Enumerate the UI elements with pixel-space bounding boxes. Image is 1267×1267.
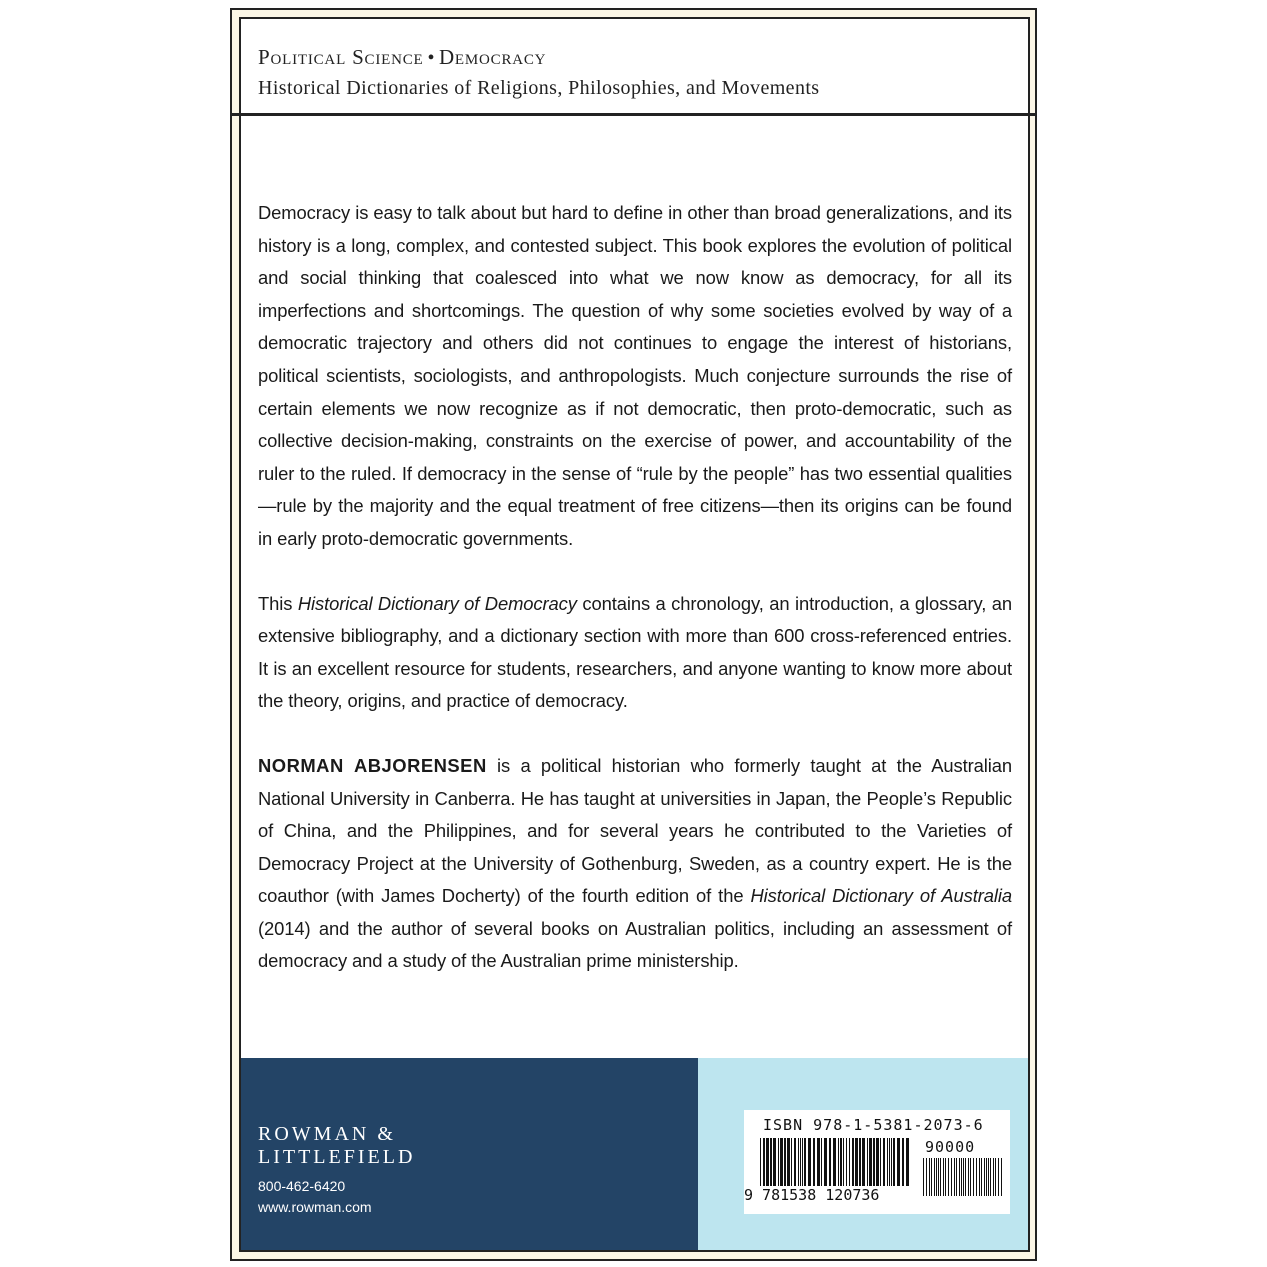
barcode-bar [965, 1158, 966, 1196]
barcode-bar [833, 1138, 836, 1186]
barcode-bar [867, 1138, 868, 1186]
barcode-bar [804, 1138, 806, 1186]
barcode-bar [778, 1138, 779, 1186]
barcode-bar [993, 1158, 994, 1196]
barcode-bar [959, 1158, 960, 1196]
barcode-ean-digits: 9 781538 120736 [744, 1186, 880, 1204]
barcode-bar [887, 1138, 888, 1186]
barcode-bar [986, 1158, 987, 1196]
author-name: NORMAN ABJORENSEN [258, 754, 487, 776]
barcode-bar [990, 1158, 991, 1196]
barcode-bar [869, 1138, 872, 1186]
barcode-bar [976, 1158, 977, 1196]
barcode-addon-bars [923, 1158, 1003, 1198]
author-bio-tail: (2014) and the author of several books on Australian politics, including an assessment of democracy and a study of the Australian prime ministership. [258, 917, 1012, 972]
barcode-bar [963, 1158, 964, 1196]
barcode-bar [968, 1158, 969, 1196]
paragraph-2-intro: This [258, 592, 298, 614]
author-bio-text: is a political historian who formerly taught at the Australian National University in Canberra. He has taught at universities in Japan, the People’s Republic of China, and the Philippines, and for several years he contributed to the Varieties of Democracy Project at the University of Gothenburg, Sweden, as a country expert. He is the coauthor (with James Docherty) of the fourth edition of the [258, 754, 1012, 907]
barcode-bar [787, 1138, 790, 1186]
barcode-bar [780, 1138, 783, 1186]
barcode-bar [862, 1138, 865, 1186]
barcode-bar [852, 1138, 854, 1186]
barcode-bar [981, 1158, 982, 1196]
barcode-bar [821, 1138, 822, 1186]
barcode-bar [859, 1138, 861, 1186]
barcode-bar [784, 1138, 786, 1186]
barcode-bar [1001, 1158, 1002, 1196]
barcode-bar [889, 1138, 890, 1186]
barcode-bar [824, 1138, 827, 1186]
barcode-bar [773, 1138, 776, 1186]
barcode-bar [794, 1138, 796, 1186]
barcode-bar [760, 1138, 761, 1186]
barcode-bar [802, 1138, 803, 1186]
barcode-bar [766, 1138, 769, 1186]
barcode-bar [943, 1158, 944, 1196]
header-divider [230, 113, 1037, 116]
barcode-bar [846, 1138, 847, 1186]
barcode-bar [829, 1138, 831, 1186]
subject-bullet: • [427, 47, 435, 69]
barcode-bar [893, 1138, 895, 1186]
barcode-bar [926, 1158, 927, 1196]
book-title: Historical Dictionary of Democracy [297, 592, 577, 614]
barcode-bar [763, 1138, 765, 1186]
publisher-name-line-1: ROWMAN & [258, 1123, 396, 1145]
author-bio [258, 750, 1012, 978]
back-cover-text [258, 197, 1012, 1010]
subject-line [258, 42, 1018, 73]
barcode-bar [798, 1138, 799, 1186]
subject-secondary: Democracy [438, 45, 547, 69]
barcode-bar [855, 1138, 858, 1186]
barcode-bar [973, 1158, 974, 1196]
barcode-bar [970, 1158, 971, 1196]
barcode-bar [945, 1158, 946, 1196]
publisher-phone: 800-462-6420 [258, 1178, 346, 1194]
barcode-bar [931, 1158, 932, 1196]
barcode-bar [938, 1158, 939, 1196]
barcode-bar [891, 1138, 892, 1186]
description-paragraph-2 [258, 588, 1012, 718]
publisher-name-line-2: LITTLEFIELD [258, 1146, 416, 1168]
description-paragraph-1: Democracy is easy to talk about but hard to define in other than broad generalizations, and its history is a long, complex, and contested subject. This book explores the evolution of political and social thinking that coalesced into what we now know as democracy, for all its imperfections and shortcomings. The question of why some societies evolved by way of a democratic trajectory and others did not continues to engage the interest of historians, political scientists, sociologists, and anthropologists. Much conjecture surrounds the rise of certain elements we now recognize as if not democratic, then proto-democratic, such as collective decision-making, constraints on the exercise of power, and accountability of the ruler to the ruled. If democracy in the sense of “rule by the people” has two essential qualities—rule by the majority and the equal treatment of free citizens—then its origins can be found in early proto-democratic governments. [258, 202, 1012, 549]
barcode-bar [956, 1158, 957, 1196]
barcode-bar [838, 1138, 839, 1186]
barcode-bar [897, 1138, 900, 1186]
barcode-bar [995, 1158, 996, 1196]
barcode-bar [770, 1138, 772, 1186]
series-header [258, 42, 1018, 103]
barcode-addon-digits: 90000 [925, 1138, 976, 1156]
barcode-bar [906, 1138, 909, 1186]
barcode-bar [849, 1138, 850, 1186]
barcode-bar [817, 1138, 820, 1186]
barcode-bar [929, 1158, 930, 1196]
barcode-bar [948, 1158, 949, 1196]
barcode-bar [843, 1138, 844, 1186]
barcode-bar [936, 1158, 937, 1196]
subject-primary: Political Science [258, 45, 424, 69]
barcode-bar [880, 1138, 881, 1186]
author-prior-book-title: Historical Dictionary of Australia [750, 885, 1013, 907]
isbn-label: ISBN 978-1-5381-2073-6 [763, 1116, 984, 1134]
barcode-main-bars [760, 1138, 910, 1188]
barcode-bar [902, 1138, 904, 1186]
barcode-bar [961, 1158, 962, 1196]
barcode-bar [883, 1138, 885, 1186]
barcode-bar [951, 1158, 952, 1196]
barcode-bar [873, 1138, 875, 1186]
barcode-bar [988, 1158, 989, 1196]
barcode-bar [800, 1138, 801, 1186]
series-title: Historical Dictionaries of Religions, Philosophies, and Movements [258, 77, 820, 99]
paragraph-2-body: contains a chronology, an introduction, a glossary, an extensive bibliography, and a dictionary section with more than 600 cross-referenced entries. It is an excellent resource for students, researchers, and anyone wanting to know more about the theory, origins, and practice of democracy. [258, 592, 1012, 712]
barcode-bar [984, 1158, 985, 1196]
publisher-logo [258, 1123, 415, 1169]
publisher-website: www.rowman.com [258, 1199, 372, 1215]
barcode-bar [923, 1158, 924, 1196]
barcode-bar [876, 1138, 879, 1186]
barcode-bar [979, 1158, 980, 1196]
barcode-bar [934, 1158, 935, 1196]
barcode-bar [813, 1138, 815, 1186]
barcode-bar [998, 1158, 999, 1196]
barcode-bar [791, 1138, 792, 1186]
barcode-bar [840, 1138, 842, 1186]
barcode-bar [808, 1138, 811, 1186]
barcode-bar [940, 1158, 941, 1196]
barcode-bar [954, 1158, 955, 1196]
